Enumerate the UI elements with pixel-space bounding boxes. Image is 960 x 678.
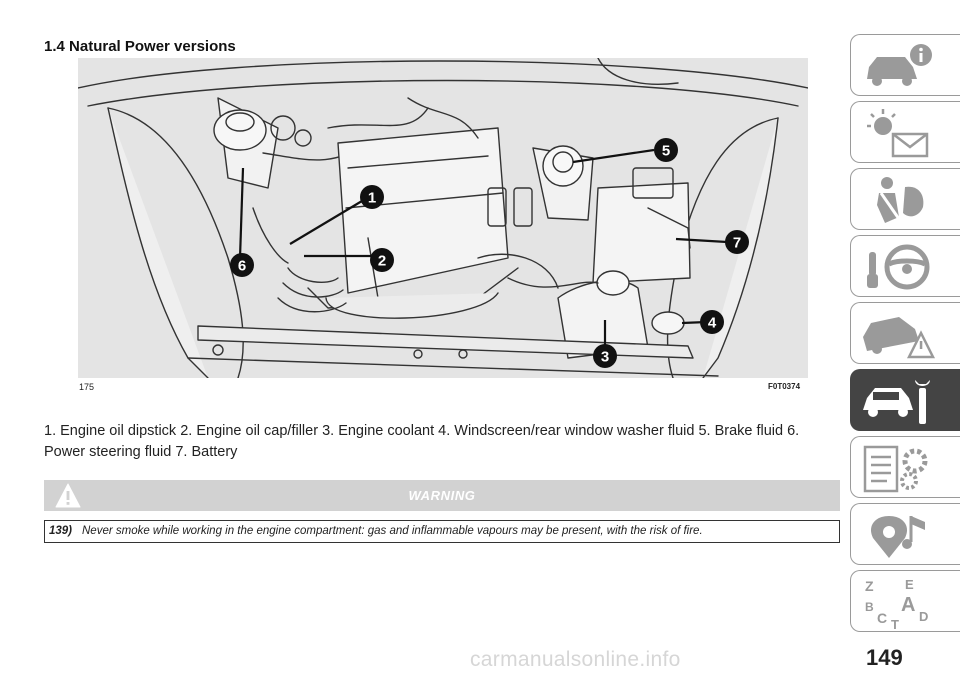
- figure-code: F0T0374: [768, 382, 801, 391]
- svg-text:B: B: [865, 600, 874, 614]
- svg-text:C: C: [877, 610, 888, 626]
- warning-box: [44, 520, 840, 543]
- section-title: 1.4 Natural Power versions: [44, 38, 236, 55]
- callout-3: 3: [600, 348, 610, 366]
- tab-multimedia[interactable]: [850, 503, 960, 565]
- tab-index[interactable]: [850, 570, 960, 632]
- car-maintenance-icon: [859, 374, 939, 428]
- watermark: carmanualsonline.info: [470, 648, 681, 671]
- svg-text:D: D: [919, 609, 929, 624]
- warning-header: [44, 480, 840, 511]
- seatbelt-airbag-icon: [859, 173, 939, 227]
- multimedia-icon: [859, 508, 939, 562]
- tab-technical-specifications[interactable]: [850, 436, 960, 498]
- figure-number: 175: [79, 382, 95, 392]
- warning-code: 139): [49, 525, 73, 537]
- tab-emergency[interactable]: [850, 302, 960, 364]
- callout-5: 5: [661, 142, 671, 160]
- car-accident-icon: [859, 307, 939, 361]
- tab-starting-driving[interactable]: [850, 235, 960, 297]
- specifications-gears-icon: [859, 441, 939, 495]
- tab-safety[interactable]: [850, 168, 960, 230]
- svg-text:Z: Z: [865, 578, 874, 594]
- svg-text:T: T: [891, 617, 899, 629]
- callout-6: 6: [237, 257, 247, 275]
- tab-warning-lights[interactable]: [850, 101, 960, 163]
- engine-compartment-illustration: [78, 58, 808, 378]
- callout-2: 2: [377, 252, 387, 270]
- warning-text: Never smoke while working in the engine compartment: gas and inflammable vapours may be present, with the risk of fire.: [82, 525, 703, 537]
- svg-text:E: E: [905, 577, 914, 592]
- callout-4: 4: [707, 314, 717, 332]
- tab-servicing-maintenance[interactable]: [850, 369, 960, 431]
- car-info-icon: [859, 39, 939, 93]
- key-steering-wheel-icon: [859, 240, 939, 294]
- figure-caption: 1. Engine oil dipstick 2. Engine oil cap/filler 3. Engine coolant 4. Windscreen/rear window washer fluid 5. Brake fluid 6. Power steering fluid 7. Battery: [44, 423, 800, 460]
- alphabetical-index-icon: [859, 575, 939, 629]
- page-number: 149: [866, 645, 903, 670]
- svg-text:A: A: [901, 594, 916, 616]
- tab-car-info[interactable]: [850, 34, 960, 96]
- callout-1: 1: [367, 189, 377, 207]
- callout-7: 7: [732, 234, 742, 252]
- warning-lights-icon: [859, 106, 939, 160]
- warning-title: WARNING: [408, 488, 476, 503]
